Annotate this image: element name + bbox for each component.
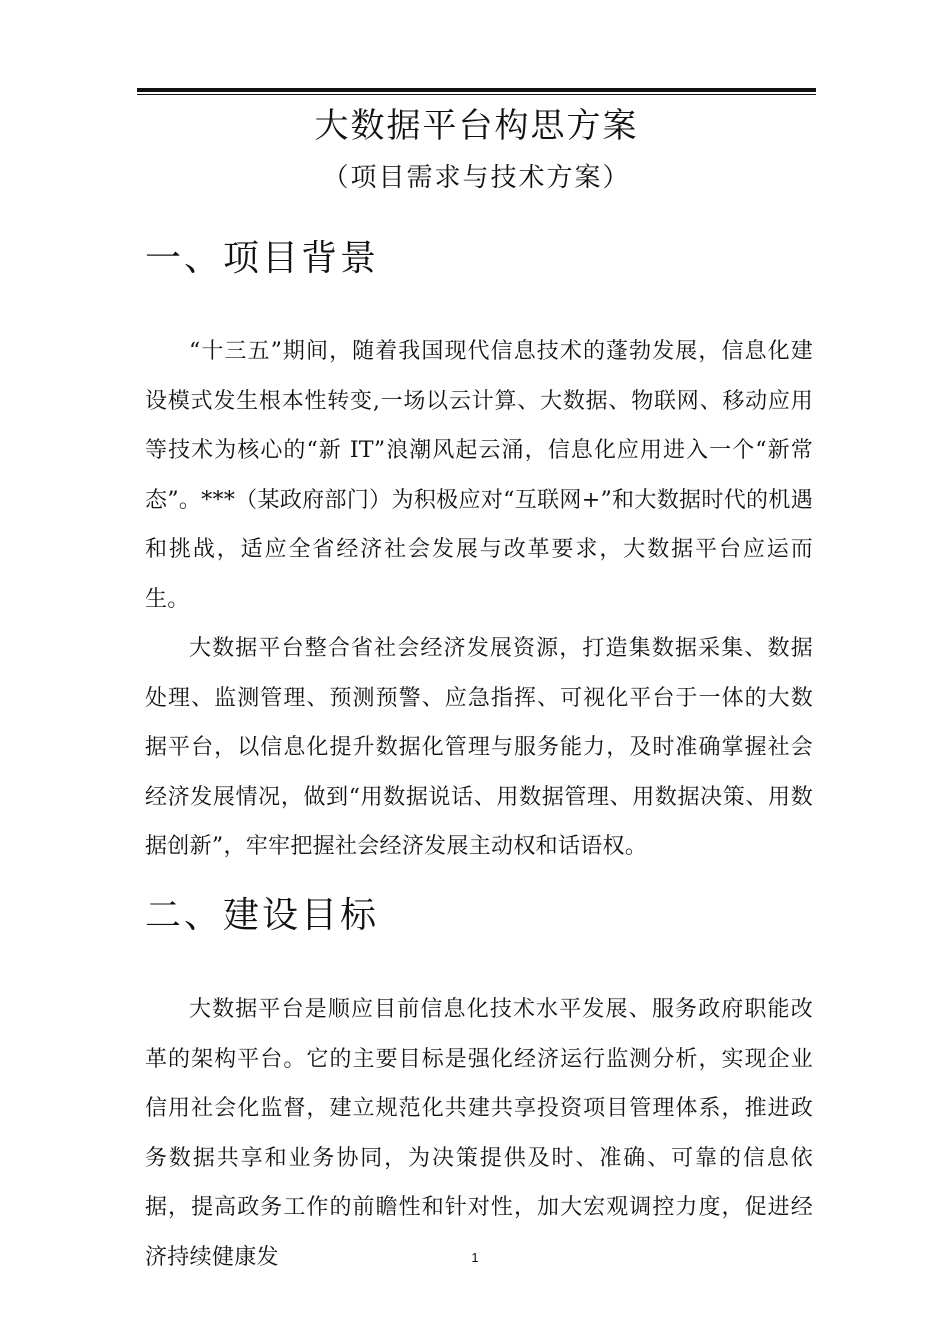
header-rule-thin xyxy=(137,94,816,95)
page-number: 1 xyxy=(471,1250,479,1265)
paragraph-goals-1: 大数据平台是顺应目前信息化技术水平发展、服务政府职能改革的架构平台。它的主要目标是强化经济运行监测分析，实现企业信用社会化监督，建立规范化共建共享投资项目管理体系，推进政务数据共享和业务协同，为决策提供及时、准确、可靠的信息依据，提高政务工作的前瞻性和针对性，加大宏观调控力度，促进经济持续健康发 xyxy=(145,997,813,1270)
header-rule-thick xyxy=(137,88,816,92)
section-heading-background: 一、项目背景 xyxy=(145,238,380,279)
header-double-rule xyxy=(137,88,816,96)
document-subtitle: （项目需求与技术方案） xyxy=(322,163,631,193)
document-title: 大数据平台构思方案 xyxy=(314,106,639,146)
section-heading-goals: 二、建设目标 xyxy=(145,895,380,936)
paragraph-background-1: “十三五”期间，随着我国现代信息技术的蓬勃发展，信息化建设模式发生根本性转变,一场以云计算、大数据、物联网、移动应用等技术为核心的“新 IT”浪潮风起云涌，信息化应用进入一个“新常态”。***（某政府部门）为积极应对“互联网+”和大数据时代的机遇和挑战，适应全省经济社会发展与改革要求，大数据平台应运而生。 xyxy=(145,339,813,612)
paragraph-background-2: 大数据平台整合省社会经济发展资源，打造集数据采集、数据处理、监测管理、预测预警、应急指挥、可视化平台于一体的大数据平台，以信息化提升数据化管理与服务能力，及时准确掌握社会经济发展情况，做到“用数据说话、用数据管理、用数据决策、用数据创新”，牢牢把握社会经济发展主动权和话语权。 xyxy=(145,636,813,859)
